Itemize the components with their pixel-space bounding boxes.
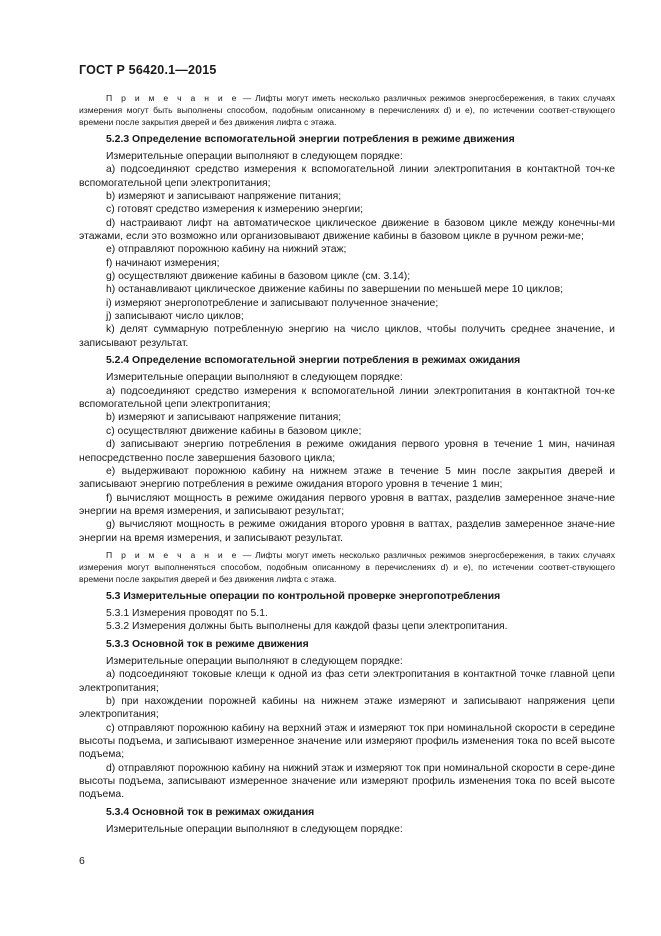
list-item: k) делят суммарную потребленную энергию на число циклов, чтобы получить среднее значение, и записывают результат. [79, 324, 615, 349]
section-intro: Измерительные операции выполняют в следующем порядке: [106, 372, 403, 384]
section-intro: Измерительные операции выполняют в следующем порядке: [106, 655, 403, 667]
clause-paragraph: 5.3.1 Измерения проводят по 5.1. [106, 607, 268, 619]
section-heading: 5.3.3 Основной ток в режиме движения [106, 638, 309, 650]
document-header: ГОСТ Р 56420.1—2015 [79, 63, 217, 77]
note-label: П р и м е ч а н и е [106, 549, 240, 560]
list-item: b) при нахождении порожней кабины на нижнем этаже измеряют и записывают напряжения цепи электропитания; [79, 695, 615, 721]
list-item: f) вычисляют мощность в режиме ожидания первого уровня в ваттах, разделив замеренное значе-ние энергии на время измерения, и записывают результат; [79, 492, 615, 517]
list-item: b) измеряют и записывают напряжение питания; [106, 190, 342, 202]
note-label: П р и м е ч а н и е [106, 93, 240, 103]
list-item: d) отправляют порожнюю кабину на нижний этаж и измеряют ток при номинальной скорости в сере-дине высоты подъема, записывают измеренное значение или измеряют профиль изменения тока по всей высоте подъема. [79, 762, 615, 801]
list-item: f) начинают измерения; [106, 257, 220, 269]
list-item: i) измеряют энергопотребление и записывают полученное значение; [106, 297, 439, 309]
list-item: c) отправляют порожнюю кабину на верхний этаж и измеряют ток при номинальной скорости в середине высоты подъема, и записывают измеренное значение или измеряют профиль изменения тока по всей высоте подъема; [79, 722, 615, 761]
list-item: d) записывают энергию потребления в режиме ожидания первого уровня в течение 1 мин, начиная непосредственно после завершения базового цикла; [79, 439, 615, 464]
list-item: e) отправляют порожнюю кабину на нижний этаж; [106, 244, 347, 256]
document-body [79, 92, 615, 836]
note-paragraph [79, 549, 615, 586]
list-item: d) настраивают лифт на автоматическое циклическое движение в базовом цикле между конечны-ми этажами, если это возможно или организовывают движение кабины в базовом цикле в ручном режи-ме; [79, 217, 615, 243]
list-item: c) осуществляют движение кабины в базовом цикле; [106, 425, 362, 437]
list-item: a) подсоединяют токовые клещи к одной из фаз сети электропитания в контактной точке главной цепи электропитания; [79, 669, 615, 694]
list-item: h) останавливают циклическое движение кабины по завершении по меньшей мере 10 циклов; [106, 284, 563, 296]
list-item: a) подсоединяют средство измерения к вспомогательной линии электропитания в контактной точ-ке вспомогательной цепи электропитания; [79, 385, 615, 411]
list-item: g) вычисляют мощность в режиме ожидания второго уровня в ваттах, разделив замеренное значе-ние энергии на время измерения, и записывают результат. [79, 519, 615, 544]
list-item: j) записывают число циклов; [106, 311, 244, 323]
list-item: c) готовят средство измерения к измерению энергии; [106, 204, 364, 216]
section-intro: Измерительные операции выполняют в следующем порядке: [106, 824, 403, 836]
note-paragraph [79, 92, 615, 129]
list-item: b) измеряют и записывают напряжение питания; [106, 412, 342, 424]
section-intro: Измерительные операции выполняют в следующем порядке: [106, 150, 403, 162]
list-item: e) выдерживают порожнюю кабину на нижнем этаже в течение 5 мин после закрытия дверей и записывают энергию потребления в режиме ожидания второго уровня в течение 1 мин; [79, 465, 615, 491]
list-item: a) подсоединяют средство измерения к вспомогательной линии электропитания в контактной точ-ке вспомогательной цепи электропитания; [79, 164, 615, 189]
section-heading: 5.3.4 Основной ток в режимах ожидания [106, 806, 315, 818]
list-item: g) осуществляют движение кабины в базовом цикле (см. 3.14); [106, 271, 411, 283]
note-text: — Лифты могут иметь несколько различных режимов энергосбережения, в таких случаях измерения могут быть выполнены способом, подобным описанному в перечислениях d) и е), по истечении соответ-ствующего времени после закрытия дверей и без движения лифта с этажа. [79, 93, 615, 128]
page-number: 6 [79, 855, 85, 867]
section-heading: 5.2.3 Определение вспомогательной энергии потребления в режиме движения [106, 133, 515, 145]
clause-paragraph: 5.3.2 Измерения должны быть выполнены для каждой фазы цепи электропитания. [106, 621, 508, 633]
section-heading: 5.3 Измерительные операции по контрольной проверке энергопотребления [106, 590, 501, 602]
section-heading: 5.2.4 Определение вспомогательной энергии потребления в режимах ожидания [106, 355, 521, 367]
note-text: — Лифты могут иметь несколько различных режимов энергосбережения, в таких случаях измерения могут выполненяться способом, подобным описанному в перечислениях d) и е), по истечении соответ-ствующего времени после закрытия дверей и без движения лифта с этажа. [79, 549, 615, 585]
